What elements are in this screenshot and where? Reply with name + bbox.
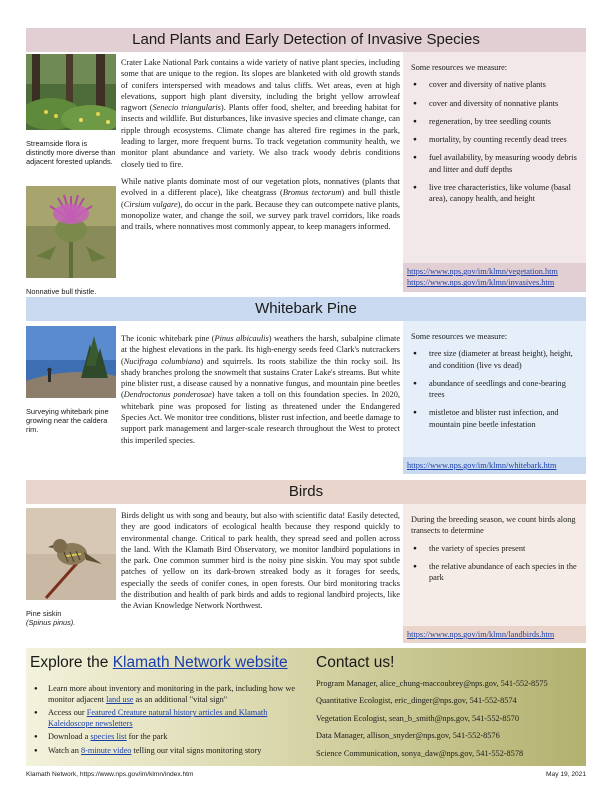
measures-list (411, 348, 578, 430)
measures-list (411, 79, 578, 204)
pine-links (403, 457, 586, 474)
contact-title: Contact us! (316, 654, 395, 671)
birds-body (121, 510, 400, 612)
contact-line: Data Manager, allison_snyder@nps.gov, 541-552-8576 (316, 731, 500, 741)
explore-list (30, 684, 314, 760)
landbirds-link[interactable]: https://www.nps.gov/im/klmn/landbirds.htm (407, 630, 555, 639)
photo-caption: Pine siskin (Spinus pinus). (26, 609, 76, 628)
featured-creature-link[interactable]: Featured Creature natural history articles and Klamath Kaleidoscope newsletters (48, 708, 268, 728)
list-item: ● cover and diversity of nonnative plants (411, 98, 578, 109)
measures-intro: Some resources we measure: (411, 332, 508, 341)
plants-body (121, 57, 400, 232)
photo-caption: Streamside flora is distinctly more diverse than adjacent forested uplands. (26, 139, 116, 167)
list-item: ● tree size (diameter at breast height), height, and condition (live vs dead) (411, 348, 578, 371)
contact-line: Quantitative Ecologist, eric_dinger@nps.gov, 541-552-8574 (316, 696, 517, 706)
streamside-flora-image (26, 54, 116, 135)
invasives-link[interactable]: https://www.nps.gov/im/klmn/invasives.htm (407, 278, 555, 288)
contact-line: Science Communication, sonya_daw@nps.gov, 541-552-8578 (316, 748, 524, 758)
birds-paragraph: Birds delight us with song and beauty, but also with scientific data! Easily detected, they are good indicators of ecological health because they respond quickly to environmental change. Critical to park health, they spread seed and pollen across the land. With the Klamath Bird Observatory, we monitor landbird populations in the park. One common summer bird is the noisy pine siskin. You may spot subtle patches of yellow on its dark-brown streaked body as it forages for seeds, especially the seeds of conifer cones, in open forests. Our bird monitoring tracks the distribution and health of park birds and adds to regional landbird projects, like the Avian Knowledge Network Northwest. (121, 511, 400, 611)
bull-thistle-image (26, 186, 116, 283)
whitebark-pine-image (26, 326, 116, 403)
plants-measures-box (403, 52, 586, 292)
list-item: ● regeneration, by tree seedling counts (411, 116, 578, 127)
pine-measures-box (403, 321, 586, 474)
list-item: ● abundance of seedlings and cone-bearing trees (411, 378, 578, 401)
footer-date: May 19, 2021 (546, 771, 586, 778)
list-item: ● Download a species list for the park (30, 732, 314, 743)
contact-line: Vegetation Ecologist, sean_b_smith@nps.gov, 541-552-8570 (316, 713, 519, 723)
pine-body (121, 333, 400, 446)
plants-links (403, 263, 586, 292)
contact-line: Program Manager, alice_chung-maccoubrey@nps.gov, 541-552-8575 (316, 679, 548, 688)
photo-pine-siskin (26, 508, 116, 627)
list-item: ● Learn more about inventory and monitoring in the park, including how we monitor adjacent land use as an additional "vital sign" (30, 684, 314, 705)
measures-intro: During the breeding season, we count birds along transects to determine (411, 515, 576, 536)
section-title-birds: Birds (26, 480, 586, 504)
footer-network-url: Klamath Network, https://www.nps.gov/im/klmn/index.htm (26, 771, 194, 778)
whitebark-link[interactable]: https://www.nps.gov/im/klmn/whitebark.htm (407, 461, 557, 470)
vegetation-link[interactable]: https://www.nps.gov/im/klmn/vegetation.htm (407, 267, 558, 276)
list-item: ● mortality, by counting recently dead trees (411, 134, 578, 145)
land-use-link[interactable]: land use (106, 694, 134, 704)
list-item: ● Watch an 8-minute video telling our vital signs monitoring story (30, 746, 314, 757)
species-list-link[interactable]: species list (90, 732, 127, 742)
list-item: ● live tree characteristics, like volume (basal area), canopy health, and height (411, 182, 578, 205)
klamath-network-website-link[interactable]: Klamath Network website (112, 654, 288, 671)
list-item: ● mistletoe and blister rust infection, and mountain pine beetle infestation (411, 407, 578, 430)
birds-measures-box (403, 504, 586, 640)
explore-contact-panel (26, 648, 586, 766)
plants-paragraph-2: While native plants dominate most of our vegetation plots, nonnatives (plants that evolved in a different place), like cheatgrass (Bromus tectorum) and bull thistle (Cirsium vulgare), do occur in the park. Because they can outcompete native plants, monopolize water, and change the soil, we survey park travel corridors, like roads and trails, where nonnatives most commonly appear, to keep managers informed. (121, 176, 401, 232)
video-link[interactable]: 8-minute video (80, 745, 132, 755)
measures-list (411, 543, 578, 584)
section-title-pine: Whitebark Pine (26, 297, 586, 321)
list-item: ● cover and diversity of native plants (411, 79, 578, 90)
contact-list (316, 679, 584, 766)
photo-streamside (26, 54, 116, 167)
list-item: ● the variety of species present (411, 543, 578, 554)
birds-links (403, 626, 586, 643)
pine-siskin-image (26, 508, 116, 605)
photo-whitebark (26, 326, 116, 435)
photo-caption: Nonnative bull thistle. (26, 287, 97, 296)
section-title-plants: Land Plants and Early Detection of Invasive Species (26, 28, 586, 52)
pine-paragraph: The iconic whitebark pine (Pinus albicaulis) weathers the harsh, subalpine climate at the highest elevations in the park. Its high-energy seeds feed Clark's nutcrackers (Nucifraga columbiana) and squirrels. Its roots stabilize the thin rocky soil. Its shady branches prolong the snowmelt that sustains Crater Lake's streams. But white pine blister rust, a disease caused by a nonnative fungus, and mountain pine beetles (Dendroctonus ponderosae) have taken a toll on this foundation species. In 2020, whitebark pine was proposed for listing as threatened under the Endangered Species Act. We monitor tree conditions, blister rust infection, and beetle damage to support park management and larger-scale research throughout the West to protect this imperiled species. (121, 334, 401, 445)
explore-title: Explore the Klamath Network website (30, 654, 288, 671)
photo-caption: Surveying whitebark pine growing near the caldera rim. (26, 407, 109, 435)
plants-paragraph-1: Crater Lake National Park contains a wide variety of native plant species, including some that are unique to the region. Its slopes are blanketed with old growth stands of conifers interspersed with meadows and talus cliffs. Wet areas, even at high elevations, support high plant diversity, including the bright yellow arrowleaf ragwort (Senecio triangularis). Plants offer food, shelter, and breeding habitat for insects and wildlife. But disturbances, like invasive species and climate change, can ripple through ecosystems. Climate change has altered fire regimes in the park, leading to larger, more frequent burns. To track vegetation community health, we monitor plant abundance and variety. We also track woody debris conditions closely tied to fire. (121, 58, 400, 169)
photo-thistle (26, 186, 116, 296)
measures-intro: Some resources we measure: (411, 63, 508, 72)
list-item: ● the relative abundance of each species in the park (411, 561, 578, 584)
list-item: ● Access our Featured Creature natural history articles and Klamath Kaleidoscope newsletters (30, 708, 314, 729)
list-item: ● fuel availability, by measuring woody debris and litter and duff depths (411, 152, 578, 175)
